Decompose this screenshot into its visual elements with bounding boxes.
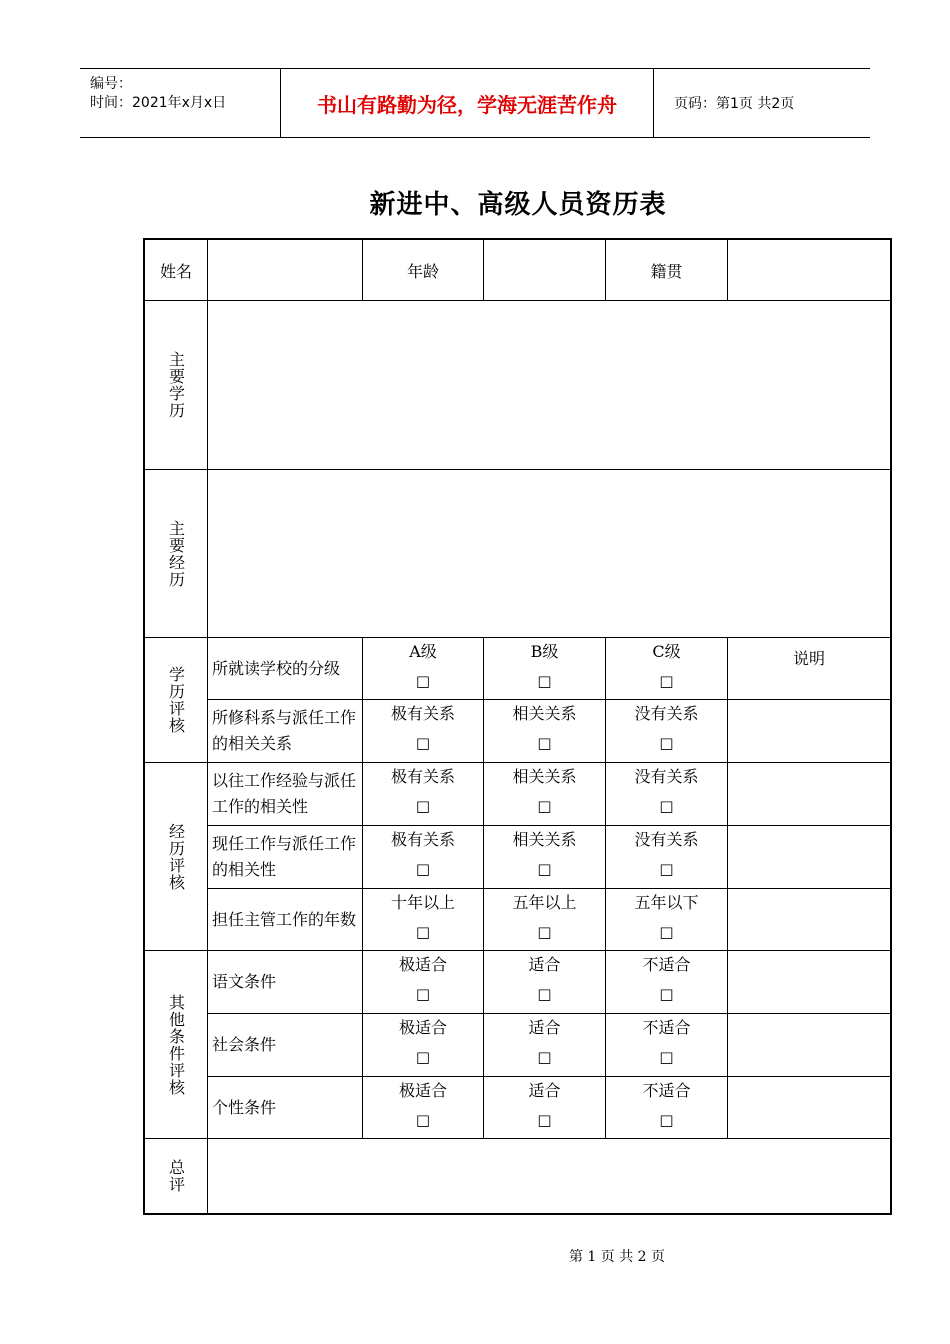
note-cell[interactable] — [728, 763, 890, 826]
summary-label: 总评 — [166, 1159, 186, 1193]
exp-eval-label-cell — [145, 763, 208, 951]
page-info — [664, 69, 870, 137]
note-cell[interactable] — [728, 826, 890, 889]
option-label: A级 — [409, 642, 437, 661]
option-label: 相关关系 — [512, 830, 577, 849]
option-label: 相关关系 — [512, 767, 577, 786]
eval-row-label: 语文条件 — [208, 951, 363, 1014]
eval-option[interactable] — [484, 700, 606, 763]
option-label: 适合 — [528, 1081, 561, 1100]
eval-option[interactable] — [363, 1014, 484, 1077]
option-label: 不适合 — [642, 955, 691, 974]
eval-row-label: 个性条件 — [208, 1077, 363, 1139]
note-cell[interactable] — [728, 700, 890, 763]
eval-option[interactable] — [606, 1014, 728, 1077]
eval-option[interactable] — [363, 763, 484, 826]
document-header — [80, 68, 870, 138]
checkbox[interactable]: □ — [537, 734, 552, 752]
exp-eval-label: 经历评核 — [166, 822, 186, 891]
eval-row-label: 社会条件 — [208, 1014, 363, 1077]
checkbox[interactable]: □ — [537, 985, 552, 1003]
eval-option[interactable] — [606, 951, 728, 1014]
header-meta — [80, 69, 281, 137]
eval-row-label: 所修科系与派任工作的相关关系 — [208, 700, 363, 763]
option-label: 极有关系 — [390, 704, 455, 723]
option-label: 五年以上 — [512, 893, 577, 912]
option-label: 极适合 — [398, 1018, 447, 1037]
eval-row-label: 现任工作与派任工作的相关性 — [208, 826, 363, 889]
eval-option[interactable] — [606, 763, 728, 826]
eval-option[interactable] — [484, 951, 606, 1014]
eval-option[interactable] — [363, 951, 484, 1014]
edu-eval-label: 学历评核 — [166, 666, 186, 734]
option-label: 相关关系 — [512, 704, 577, 723]
eval-option[interactable] — [484, 889, 606, 951]
option-label: C级 — [652, 642, 681, 661]
note-cell[interactable] — [728, 951, 890, 1014]
resume-form — [143, 238, 892, 1215]
checkbox[interactable]: □ — [659, 797, 674, 815]
note-cell[interactable] — [728, 1014, 890, 1077]
checkbox[interactable]: □ — [537, 1111, 552, 1129]
eval-option[interactable] — [606, 638, 728, 700]
option-label: 十年以上 — [390, 893, 455, 912]
checkbox[interactable]: □ — [659, 985, 674, 1003]
option-label: 极有关系 — [390, 830, 455, 849]
option-label: 极适合 — [398, 955, 447, 974]
name-label: 姓名 — [145, 240, 208, 301]
eval-option[interactable] — [606, 700, 728, 763]
eval-option[interactable] — [484, 638, 606, 700]
note-label: 说明 — [792, 649, 825, 668]
other-eval-label: 其他条件评核 — [166, 993, 186, 1096]
option-label: 没有关系 — [634, 767, 699, 786]
eval-option[interactable] — [484, 763, 606, 826]
checkbox[interactable]: □ — [537, 923, 552, 941]
option-label: 极有关系 — [390, 767, 455, 786]
checkbox[interactable]: □ — [659, 923, 674, 941]
checkbox[interactable]: □ — [415, 985, 431, 1003]
note-cell[interactable] — [728, 889, 890, 951]
note-cell[interactable] — [728, 638, 890, 700]
checkbox[interactable]: □ — [415, 860, 431, 878]
eval-row-label: 担任主管工作的年数 — [208, 889, 363, 951]
age-field[interactable] — [484, 240, 606, 301]
education-label-cell — [145, 301, 208, 470]
checkbox[interactable]: □ — [537, 860, 552, 878]
time-label: 时间：2021年x月x日 — [90, 95, 227, 111]
eval-option[interactable] — [484, 1077, 606, 1139]
eval-option[interactable] — [363, 889, 484, 951]
experience-label: 主要经历 — [166, 519, 186, 588]
note-cell[interactable] — [728, 1077, 890, 1139]
summary-field[interactable] — [208, 1139, 890, 1213]
checkbox[interactable]: □ — [659, 672, 674, 690]
option-label: 不适合 — [642, 1018, 691, 1037]
checkbox[interactable]: □ — [415, 923, 431, 941]
option-label: B级 — [530, 642, 559, 661]
checkbox[interactable]: □ — [537, 672, 552, 690]
eval-option[interactable] — [363, 826, 484, 889]
page-title: 新进中、高级人员资历表 — [369, 190, 667, 220]
motto: 书山有路勤为径，学海无涯苦作舟 — [281, 69, 654, 137]
option-label: 适合 — [528, 955, 561, 974]
checkbox[interactable]: □ — [537, 797, 552, 815]
origin-label: 籍贯 — [606, 240, 728, 301]
option-label: 没有关系 — [634, 704, 699, 723]
summary-label-cell — [145, 1139, 208, 1213]
name-field[interactable] — [208, 240, 363, 301]
page-info-text: 页码：第1页 共2页 — [674, 96, 795, 112]
option-label: 不适合 — [642, 1081, 691, 1100]
checkbox[interactable]: □ — [537, 1048, 552, 1066]
eval-option[interactable] — [484, 1014, 606, 1077]
other-eval-label-cell — [145, 951, 208, 1139]
option-label: 适合 — [528, 1018, 561, 1037]
number-label: 编号： — [90, 76, 132, 92]
eval-option[interactable] — [606, 826, 728, 889]
option-label: 极适合 — [398, 1081, 447, 1100]
origin-field[interactable] — [728, 240, 890, 301]
option-label: 五年以下 — [634, 893, 699, 912]
checkbox[interactable]: □ — [415, 1111, 431, 1129]
checkbox[interactable]: □ — [415, 797, 431, 815]
edu-eval-label-cell — [145, 638, 208, 763]
page-footer: 第 1 页 共 2 页 — [568, 1249, 666, 1265]
eval-option[interactable] — [484, 826, 606, 889]
experience-label-cell — [145, 470, 208, 638]
eval-option[interactable] — [606, 1077, 728, 1139]
checkbox[interactable]: □ — [415, 1048, 431, 1066]
eval-option[interactable] — [363, 638, 484, 700]
experience-field[interactable] — [208, 470, 890, 638]
eval-option[interactable] — [363, 1077, 484, 1139]
checkbox[interactable]: □ — [659, 860, 674, 878]
education-field[interactable] — [208, 301, 890, 470]
eval-option[interactable] — [363, 700, 484, 763]
checkbox[interactable]: □ — [659, 734, 674, 752]
checkbox[interactable]: □ — [659, 1048, 674, 1066]
checkbox[interactable]: □ — [659, 1111, 674, 1129]
education-label: 主要学历 — [166, 351, 186, 419]
eval-row-label: 以往工作经验与派任工作的相关性 — [208, 763, 363, 826]
eval-row-label: 所就读学校的分级 — [208, 638, 363, 700]
eval-option[interactable] — [606, 889, 728, 951]
age-label: 年龄 — [363, 240, 484, 301]
checkbox[interactable]: □ — [415, 734, 431, 752]
checkbox[interactable]: □ — [415, 672, 431, 690]
option-label: 没有关系 — [634, 830, 699, 849]
